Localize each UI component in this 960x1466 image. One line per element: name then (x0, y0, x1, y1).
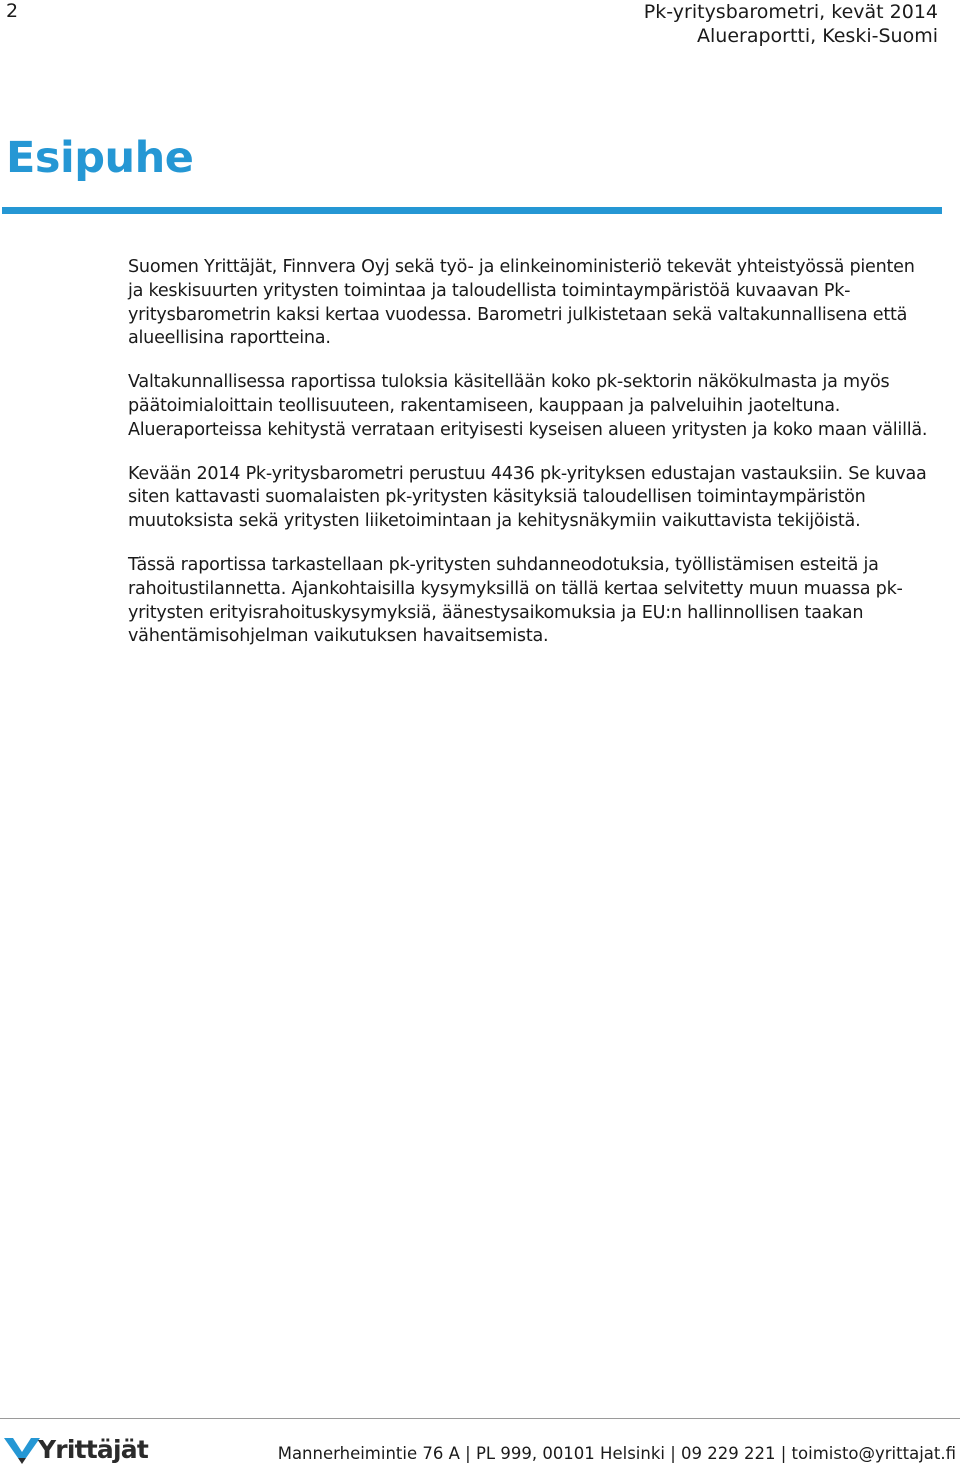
paragraph: Kevään 2014 Pk-yritysbarometri perustuu 4436 pk-yrityksen edustajan vastauksiin. Se kuvaa siten kattavasti suomalaisten pk-yritysten käsityksiä taloudellisen toimintaympäristön muutoksista sekä yritysten liiketoimintaan ja kehitysnäkymiin vaikuttavista tekijöistä. (128, 463, 927, 532)
paragraph: Valtakunnallisessa raportissa tuloksia käsitellään koko pk-sektorin näkökulmasta ja myös päätoimialoittain teollisuuteen, rakentamiseen, kauppaan ja palveluihin jaoteltuna. Alueraporteissa kehitystä verrataan erityisesti kyseisen alueen yritysten ja koko maan välillä. (128, 372, 928, 440)
footer-divider (0, 1418, 960, 1419)
running-header (644, 0, 938, 48)
page-title: Esipuhe (6, 133, 194, 183)
page-number: 2 (6, 0, 19, 22)
footer-contact: Mannerheimintie 76 A | PL 999, 00101 Helsinki | 09 229 221 | toimisto@yrittajat.fi (277, 1444, 956, 1463)
running-header-report-region: Alueraportti, Keski-Suomi (697, 25, 938, 47)
body-text (128, 256, 928, 669)
title-divider (2, 207, 942, 214)
logo-text: Yrittäjät (38, 1435, 148, 1464)
yrittajat-logo-icon (4, 1432, 40, 1464)
paragraph: Tässä raportissa tarkastellaan pk-yritysten suhdanneodotuksia, työllistämisen esteitä ja rahoitustilannetta. Ajankohtaisilla kysymyksillä on tällä kertaa selvitetty muun muassa pk-yritysten erityisrahoituskysymyksiä, äänestysaikomuksia ja EU:n hallinnollisen taakan vähentämisohjelman vaikutuksen havaitsemista. (128, 554, 903, 647)
yrittajat-logo (4, 1428, 148, 1464)
paragraph: Suomen Yrittäjät, Finnvera Oyj sekä työ- ja elinkeinoministeriö tekevät yhteistyössä pienten ja keskisuurten yritysten toimintaa ja taloudellista toimintaympäristöä kuvaavan Pk-yritysbarometrin kaksi kertaa vuodessa. Barometri julkistetaan sekä valtakunnallisena että alueellisina raportteina. (128, 257, 915, 349)
running-header-report-title: Pk-yritysbarometri, kevät 2014 (643, 1, 938, 23)
